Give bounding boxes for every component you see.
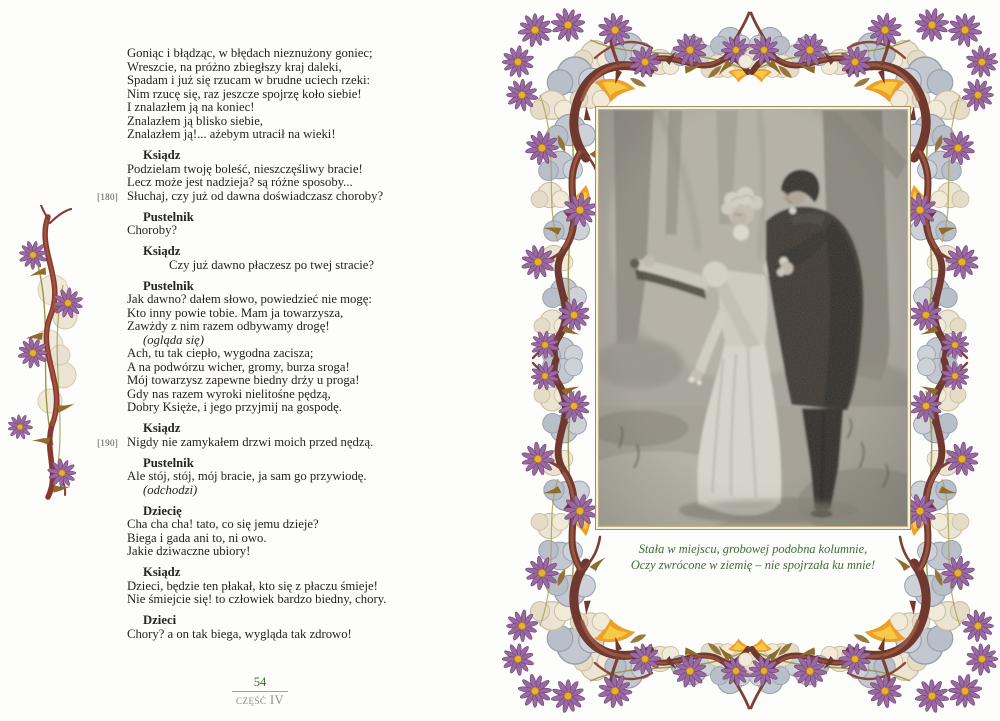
poem-line bbox=[127, 280, 472, 294]
poem-line-text: Znalazłem ją!... ażebym utracił na wieki! bbox=[127, 127, 336, 141]
poem-line bbox=[127, 484, 472, 498]
poem-line bbox=[127, 401, 472, 415]
line-number: [190] bbox=[97, 438, 118, 448]
poem-line bbox=[127, 580, 472, 594]
poem-line-text: Spadam i już się rzucam w brudne uciech rzeki: bbox=[127, 73, 371, 87]
poem-line-text: Pustelnik bbox=[143, 278, 194, 293]
poem bbox=[97, 46, 472, 641]
poem-line-text: Dzieci bbox=[143, 613, 177, 627]
line-number: [180] bbox=[97, 192, 118, 202]
poem-line bbox=[127, 224, 472, 238]
poem-line-text: A na podwórzu wicher, gromy, burza sroga! bbox=[127, 359, 350, 374]
poem-line-text: Choroby? bbox=[127, 223, 178, 237]
poem-line bbox=[127, 334, 472, 348]
poem-line-text: Wreszcie, na próżno zbiegłszy kraj daleki, bbox=[127, 59, 342, 74]
poem-line-text: Dzieci, będzie ten płakał, kto się z płaczu śmieje! bbox=[127, 578, 378, 593]
poem-line-text: Dziecię bbox=[143, 503, 182, 518]
poem-line-text: Znalazłem ją blisko siebie, bbox=[127, 113, 263, 128]
poem-line bbox=[127, 61, 472, 75]
poem-line bbox=[127, 149, 472, 163]
poem-line-text: Goniąc i błądząc, w błędach nieznużony goniec; bbox=[127, 46, 373, 60]
poem-line bbox=[127, 518, 472, 532]
poem-line-text: Ksiądz bbox=[143, 148, 181, 162]
poem-line-text: Pustelnik bbox=[143, 455, 194, 470]
poem-line bbox=[127, 361, 472, 375]
poem-line-text: Dobry Księże, i jego przyjmij na gospodę. bbox=[127, 400, 342, 414]
poem-line bbox=[127, 388, 472, 402]
poem-line-text: Ale stój, stój, mój bracie, ja sam go przywiodę. bbox=[127, 469, 367, 483]
thorn-branch-icon bbox=[8, 205, 87, 499]
poem-line bbox=[127, 566, 472, 580]
poem-line bbox=[127, 115, 472, 129]
poem-line-text: Ksiądz bbox=[143, 565, 181, 579]
poem-line-text: Kto inny powie tobie. Mam ja towarzysza, bbox=[127, 305, 344, 320]
poem-line-text: Nigdy nie zamykałem drzwi moich przed nędzą. bbox=[127, 434, 374, 449]
poem-line bbox=[127, 293, 472, 307]
poem-line bbox=[127, 374, 472, 388]
poem-line bbox=[127, 505, 472, 519]
poem-line bbox=[127, 101, 472, 115]
poem-line bbox=[127, 245, 472, 259]
caption-line-1: Stała w miejscu, grobowej podobna kolumnie, bbox=[638, 542, 868, 556]
poem-line bbox=[127, 74, 472, 88]
poem-line bbox=[127, 614, 472, 628]
poem-line bbox=[127, 545, 472, 559]
footer-rule bbox=[232, 691, 288, 692]
poem-line-text: Pustelnik bbox=[143, 209, 194, 224]
part-label: część IV bbox=[235, 693, 285, 707]
poem-line-text: Ach, tu tak ciepło, wygodna zacisza; bbox=[127, 346, 314, 360]
poem-line bbox=[127, 88, 472, 102]
poem-line-text: Podzielam twoję boleść, nieszczęśliwy bracie! bbox=[127, 161, 363, 176]
page-number: 54 bbox=[253, 675, 267, 689]
poem-line bbox=[127, 307, 472, 321]
poem-line-text: Nim rzucę się, raz jeszcze spojrzę koło siebie! bbox=[127, 86, 362, 101]
poem-line-text: Lecz może jest nadzieja? są różne sposoby... bbox=[127, 175, 353, 189]
left-branch-ornament bbox=[8, 205, 100, 505]
poem-line-text: Cha cha cha! tato, co się jemu dzieje? bbox=[127, 517, 319, 531]
poem-line-text: Nie śmiejcie się! to człowiek bardzo biedny, chory. bbox=[127, 592, 387, 606]
illustration-caption bbox=[585, 541, 921, 573]
poem-line-text: Gdy nas razem wyroki nielitośne pędzą, bbox=[127, 386, 331, 401]
poem-line-text: Jak dawno? dałem słowo, powiedzieć nie mogę: bbox=[127, 292, 372, 306]
page-footer bbox=[150, 676, 370, 706]
poem-line-text: (ogląda się) bbox=[143, 332, 204, 347]
poem-line bbox=[127, 259, 472, 273]
poem-line bbox=[127, 211, 472, 225]
poem-line bbox=[127, 347, 472, 361]
poem-line-text: I znalazłem ją na koniec! bbox=[127, 100, 255, 114]
poem-line-text: Jakie dziwaczne ubiory! bbox=[127, 544, 251, 558]
poem-line-text: Słuchaj, czy już od dawna doświadczasz choroby? bbox=[127, 188, 384, 203]
poem-line-text: Biega i gada ani to, ni owo. bbox=[127, 530, 267, 545]
poem-line bbox=[127, 176, 472, 190]
poem-line bbox=[127, 320, 472, 334]
poem-line bbox=[97, 434, 472, 450]
poem-line-text: (odchodzi) bbox=[143, 482, 198, 497]
poem-line bbox=[127, 470, 472, 484]
poem-line-text: Mój towarzysz zapewne biedny drży u proga! bbox=[127, 373, 360, 387]
illustration-frame bbox=[595, 106, 911, 530]
poem-line bbox=[127, 593, 472, 607]
poem-line-text: Czy już dawno płaczesz po twej stracie? bbox=[169, 257, 375, 272]
poem-line-text: Ksiądz bbox=[143, 421, 181, 435]
poem-line-text: Chory? a on tak biega, wygląda tak zdrowo! bbox=[127, 626, 352, 641]
poem-line bbox=[97, 188, 472, 204]
poem-line bbox=[127, 128, 472, 142]
poem-line-text: Ksiądz bbox=[143, 244, 181, 258]
caption-line-2: Oczy zwrócone w ziemię – nie spojrzała ku mnie! bbox=[630, 558, 876, 572]
poem-line bbox=[127, 47, 472, 61]
poem-line bbox=[127, 457, 472, 471]
poem-line bbox=[127, 532, 472, 546]
poem-line-text: Zawżdy z nim razem odbywamy drogę! bbox=[127, 319, 330, 333]
poem-line bbox=[127, 422, 472, 436]
poem-line bbox=[127, 163, 472, 177]
illustration bbox=[598, 109, 908, 527]
poem-line bbox=[127, 628, 472, 642]
